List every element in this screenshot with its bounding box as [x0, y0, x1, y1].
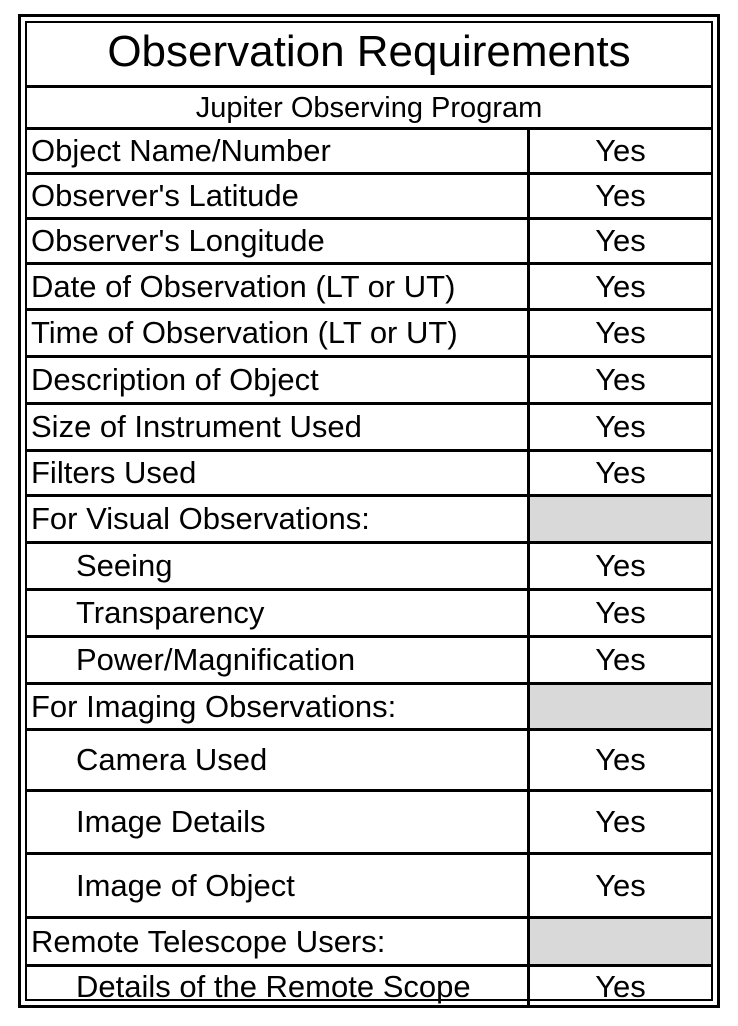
row-label: Power/Magnification	[76, 642, 356, 677]
table-row	[27, 541, 711, 588]
row-label: Observer's Latitude	[31, 178, 299, 213]
table-row	[27, 728, 711, 789]
table-row	[27, 355, 711, 402]
requirements-table	[25, 21, 713, 1004]
row-value: Yes	[527, 731, 711, 789]
row-label: Time of Observation (LT or UT)	[31, 315, 458, 350]
table-row	[27, 402, 711, 449]
row-label: Filters Used	[31, 455, 197, 490]
row-value: Yes	[527, 591, 711, 635]
shaded-cell	[527, 685, 711, 728]
row-value: Yes	[527, 792, 711, 852]
row-value: Yes	[527, 544, 711, 588]
row-label: Image of Object	[76, 867, 295, 903]
table-row	[27, 172, 711, 217]
row-label: Image Details	[76, 804, 266, 839]
shaded-cell	[527, 919, 711, 964]
row-value: Yes	[527, 130, 711, 172]
table-row	[27, 262, 711, 308]
table-row	[27, 964, 711, 1006]
shaded-cell	[527, 497, 711, 541]
table-row	[27, 635, 711, 682]
section-label: For Imaging Observations:	[31, 688, 397, 724]
row-label: Camera Used	[76, 742, 268, 777]
row-value: Yes	[527, 220, 711, 262]
row-value: Yes	[527, 855, 711, 916]
requirements-table-frame	[18, 14, 720, 1008]
row-label: Size of Instrument Used	[31, 409, 362, 444]
row-value: Yes	[527, 638, 711, 682]
row-value: Yes	[527, 311, 711, 355]
table-row	[27, 588, 711, 635]
table-row	[27, 127, 711, 172]
section-label: For Visual Observations:	[31, 501, 370, 536]
table-row	[27, 308, 711, 355]
section-row-remote	[27, 916, 711, 964]
row-label: Object Name/Number	[31, 133, 331, 168]
row-value: Yes	[527, 452, 711, 494]
table-title: Observation Requirements	[107, 27, 631, 76]
table-row	[27, 789, 711, 852]
table-row	[27, 217, 711, 262]
section-row-visual	[27, 494, 711, 541]
row-value: Yes	[527, 265, 711, 308]
table-row	[27, 449, 711, 494]
row-value: Yes	[527, 967, 711, 1006]
section-label: Remote Telescope Users:	[31, 923, 386, 959]
row-label: Date of Observation (LT or UT)	[31, 268, 456, 304]
row-value: Yes	[527, 358, 711, 402]
row-label: Observer's Longitude	[31, 223, 325, 258]
row-label: Seeing	[76, 548, 173, 583]
row-label: Transparency	[76, 595, 265, 630]
row-label: Details of the Remote Scope	[76, 968, 471, 1004]
row-label: Description of Object	[31, 362, 319, 397]
row-value: Yes	[527, 405, 711, 449]
row-value: Yes	[527, 175, 711, 217]
section-row-imaging	[27, 682, 711, 728]
table-subtitle: Jupiter Observing Program	[27, 85, 711, 127]
table-row	[27, 852, 711, 916]
